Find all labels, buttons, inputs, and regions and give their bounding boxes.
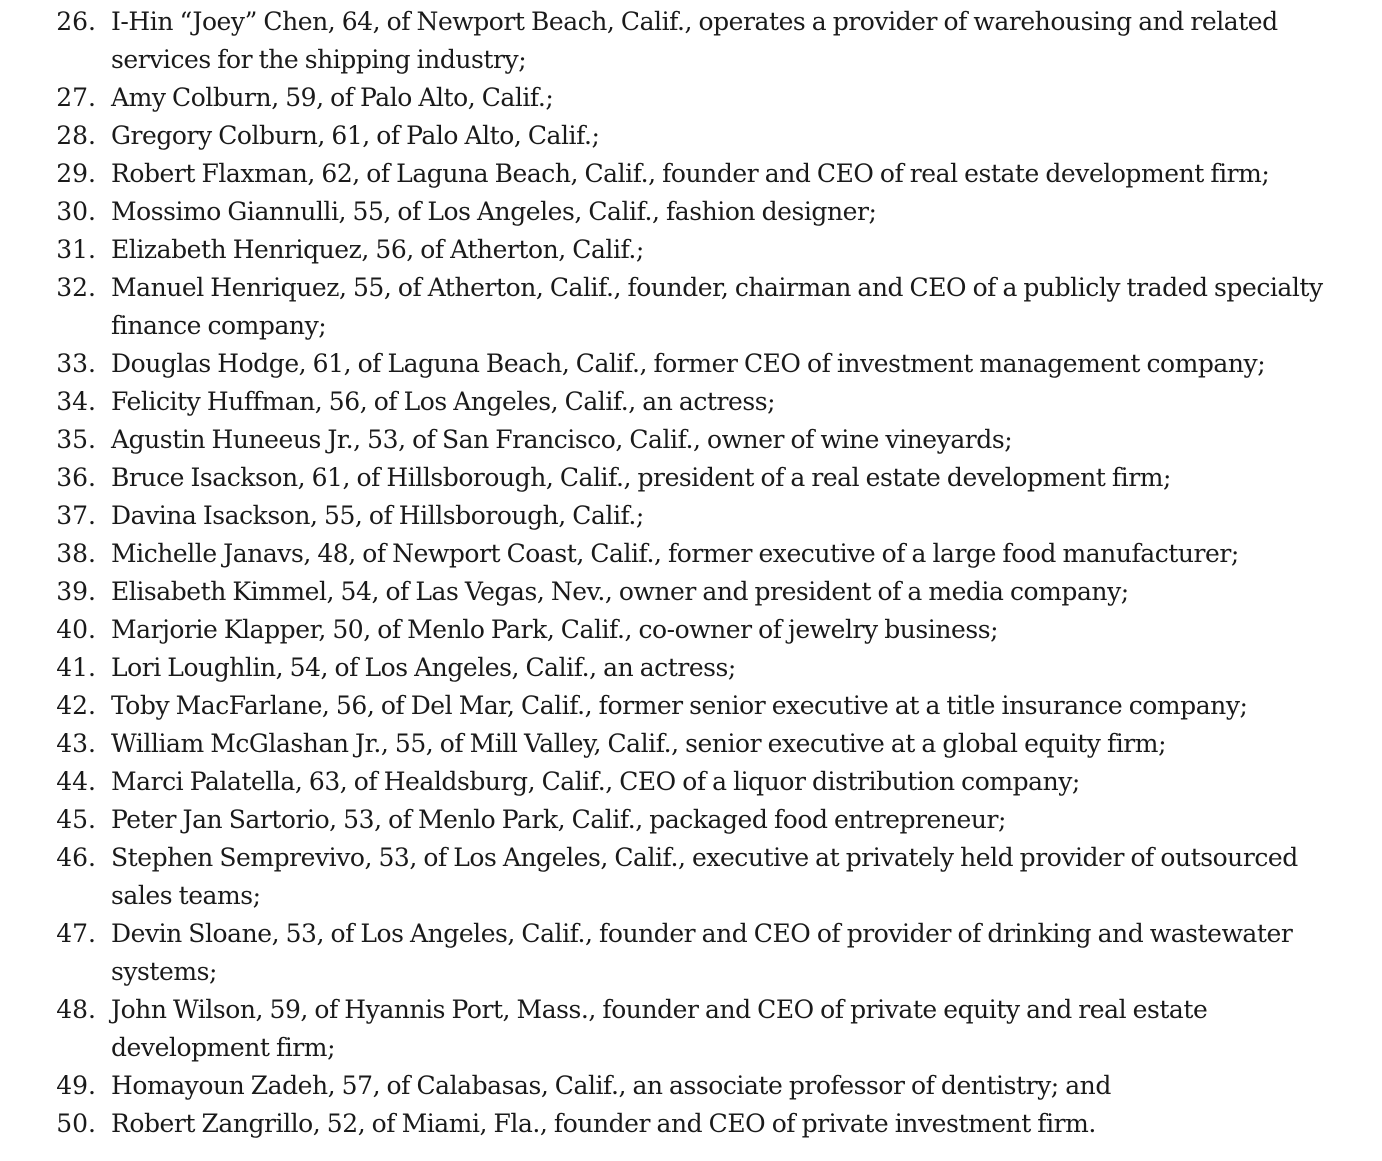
- item-number: 31.: [56, 235, 96, 264]
- list-item: [0, 459, 1382, 497]
- list-item: [0, 915, 1382, 991]
- list-item: [0, 725, 1382, 763]
- item-number: 30.: [56, 197, 96, 226]
- item-text: Elisabeth Kimmel, 54, of Las Vegas, Nev., owner and president of a media company;: [111, 577, 1129, 606]
- list-item: [0, 155, 1382, 193]
- list-item: [0, 1067, 1382, 1105]
- item-number: 49.: [56, 1071, 96, 1100]
- list-item: [0, 839, 1382, 915]
- item-text: John Wilson, 59, of Hyannis Port, Mass., founder and CEO of private equity and real estate development firm;: [111, 995, 1208, 1062]
- item-text: Mossimo Giannulli, 55, of Los Angeles, Calif., fashion designer;: [111, 197, 877, 226]
- item-number: 36.: [56, 463, 96, 492]
- list-item: [0, 79, 1382, 117]
- list-item: [0, 231, 1382, 269]
- item-number: 37.: [56, 501, 96, 530]
- item-text: Elizabeth Henriquez, 56, of Atherton, Calif.;: [111, 235, 644, 264]
- item-number: 29.: [56, 159, 96, 188]
- item-text: Douglas Hodge, 61, of Laguna Beach, Calif., former CEO of investment management company;: [111, 349, 1266, 378]
- item-text: Toby MacFarlane, 56, of Del Mar, Calif., former senior executive at a title insurance company;: [111, 691, 1248, 720]
- item-number: 33.: [56, 349, 96, 378]
- item-text: Davina Isackson, 55, of Hillsborough, Calif.;: [111, 501, 644, 530]
- item-number: 42.: [56, 691, 96, 720]
- item-text: Lori Loughlin, 54, of Los Angeles, Calif., an actress;: [111, 653, 736, 682]
- item-number: 43.: [56, 729, 96, 758]
- list-item: [0, 801, 1382, 839]
- item-number: 45.: [56, 805, 96, 834]
- item-number: 50.: [56, 1109, 96, 1138]
- item-number: 47.: [56, 919, 96, 948]
- list-item: [0, 269, 1382, 345]
- item-text: Marjorie Klapper, 50, of Menlo Park, Calif., co-owner of jewelry business;: [111, 615, 999, 644]
- list-item: [0, 3, 1382, 79]
- defendant-list: [0, 3, 1382, 1143]
- item-text: Marci Palatella, 63, of Healdsburg, Calif., CEO of a liquor distribution company;: [111, 767, 1080, 796]
- list-item: [0, 117, 1382, 155]
- list-item: [0, 573, 1382, 611]
- list-item: [0, 497, 1382, 535]
- item-text: Manuel Henriquez, 55, of Atherton, Calif., founder, chairman and CEO of a publicly traded specialty finance company;: [111, 273, 1323, 340]
- item-number: 41.: [56, 653, 96, 682]
- item-text: Robert Zangrillo, 52, of Miami, Fla., founder and CEO of private investment firm.: [111, 1109, 1096, 1138]
- item-number: 39.: [56, 577, 96, 606]
- item-text: Amy Colburn, 59, of Palo Alto, Calif.;: [111, 83, 554, 112]
- item-text: Homayoun Zadeh, 57, of Calabasas, Calif., an associate professor of dentistry; and: [111, 1071, 1111, 1100]
- item-text: Peter Jan Sartorio, 53, of Menlo Park, Calif., packaged food entrepreneur;: [111, 805, 1006, 834]
- list-item: [0, 193, 1382, 231]
- item-number: 40.: [56, 615, 96, 644]
- item-text: Devin Sloane, 53, of Los Angeles, Calif., founder and CEO of provider of drinking and wastewater systems;: [111, 919, 1293, 986]
- item-number: 27.: [56, 83, 96, 112]
- list-item: [0, 383, 1382, 421]
- item-text: Felicity Huffman, 56, of Los Angeles, Calif., an actress;: [111, 387, 776, 416]
- list-item: [0, 345, 1382, 383]
- item-text: Stephen Semprevivo, 53, of Los Angeles, Calif., executive at privately held provider of outsourced sales teams;: [111, 843, 1298, 910]
- item-text: Robert Flaxman, 62, of Laguna Beach, Calif., founder and CEO of real estate development firm;: [111, 159, 1270, 188]
- list-item: [0, 421, 1382, 459]
- item-number: 28.: [56, 121, 96, 150]
- list-item: [0, 611, 1382, 649]
- list-item: [0, 1105, 1382, 1143]
- item-number: 48.: [56, 995, 96, 1024]
- item-number: 32.: [56, 273, 96, 302]
- item-text: Michelle Janavs, 48, of Newport Coast, Calif., former executive of a large food manufacturer;: [111, 539, 1239, 568]
- item-number: 26.: [56, 7, 96, 36]
- item-text: Bruce Isackson, 61, of Hillsborough, Calif., president of a real estate development firm;: [111, 463, 1171, 492]
- item-text: Gregory Colburn, 61, of Palo Alto, Calif.;: [111, 121, 600, 150]
- item-text: William McGlashan Jr., 55, of Mill Valley, Calif., senior executive at a global equity firm;: [111, 729, 1167, 758]
- item-number: 44.: [56, 767, 96, 796]
- item-number: 34.: [56, 387, 96, 416]
- item-number: 35.: [56, 425, 96, 454]
- item-number: 38.: [56, 539, 96, 568]
- item-number: 46.: [56, 843, 96, 872]
- list-item: [0, 991, 1382, 1067]
- list-item: [0, 763, 1382, 801]
- list-item: [0, 687, 1382, 725]
- item-text: I-Hin “Joey” Chen, 64, of Newport Beach, Calif., operates a provider of warehousing and related services for the shipping industry;: [111, 7, 1278, 74]
- item-text: Agustin Huneeus Jr., 53, of San Francisco, Calif., owner of wine vineyards;: [111, 425, 1013, 454]
- list-item: [0, 535, 1382, 573]
- list-item: [0, 649, 1382, 687]
